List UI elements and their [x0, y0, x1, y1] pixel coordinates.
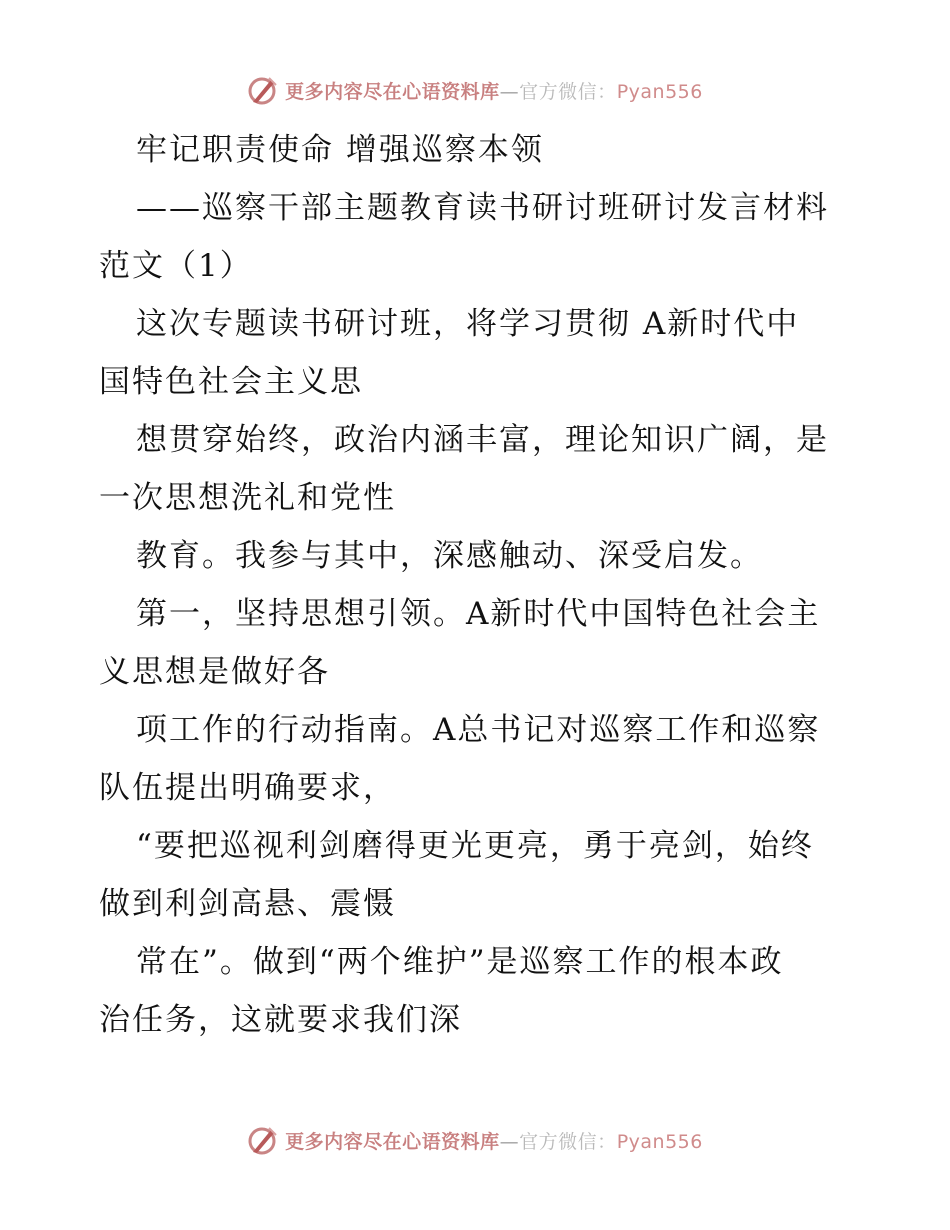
watermark-separator: — — [499, 1130, 520, 1153]
text-line: 想贯穿始终，政治内涵丰富，理论知识广阔，是 — [136, 422, 829, 458]
document-body — [99, 121, 859, 1049]
footer-watermark — [0, 1120, 950, 1160]
quill-logo-icon — [247, 1124, 279, 1156]
text-line: 牢记职责使命 增强巡察本领 — [136, 132, 544, 168]
text-line: ——巡察干部主题教育读书研讨班研讨发言材料 — [136, 190, 829, 226]
text-line: 一次思想洗礼和党性 — [99, 480, 396, 516]
watermark-wechat-label: 官方微信： — [519, 1130, 617, 1153]
text-line: 队伍提出明确要求， — [99, 770, 396, 806]
text-line: 做到利剑高悬、震慑 — [99, 886, 396, 922]
text-line: “要把巡视利剑磨得更光更亮，勇于亮剑，始终 — [136, 828, 814, 864]
watermark-wechat-label: 官方微信： — [519, 80, 617, 103]
watermark-wechat-id: Pyan556 — [616, 80, 703, 103]
watermark-text — [285, 77, 703, 104]
text-line: 教育。我参与其中，深感触动、深受启发。 — [136, 538, 763, 574]
text-line: 项工作的行动指南。A总书记对巡察工作和巡察 — [136, 712, 821, 748]
quill-logo-icon — [247, 74, 279, 106]
text-line: 第一，坚持思想引领。A新时代中国特色社会主 — [136, 596, 821, 632]
watermark-text — [285, 1127, 703, 1154]
watermark-site-text: 更多内容尽在心语资料库 — [285, 80, 500, 103]
watermark-site-text: 更多内容尽在心语资料库 — [285, 1130, 500, 1153]
header-watermark — [0, 70, 950, 110]
text-line: 治任务，这就要求我们深 — [99, 1002, 462, 1038]
text-line: 国特色社会主义思 — [99, 364, 363, 400]
watermark-separator: — — [499, 80, 520, 103]
watermark-wechat-id: Pyan556 — [616, 1130, 703, 1153]
text-line: 义思想是做好各 — [99, 654, 330, 690]
text-line: 范文（1） — [99, 248, 253, 284]
text-line: 常在”。做到“两个维护”是巡察工作的根本政 — [136, 944, 784, 980]
text-line: 这次专题读书研讨班，将学习贯彻 A新时代中 — [136, 306, 800, 342]
